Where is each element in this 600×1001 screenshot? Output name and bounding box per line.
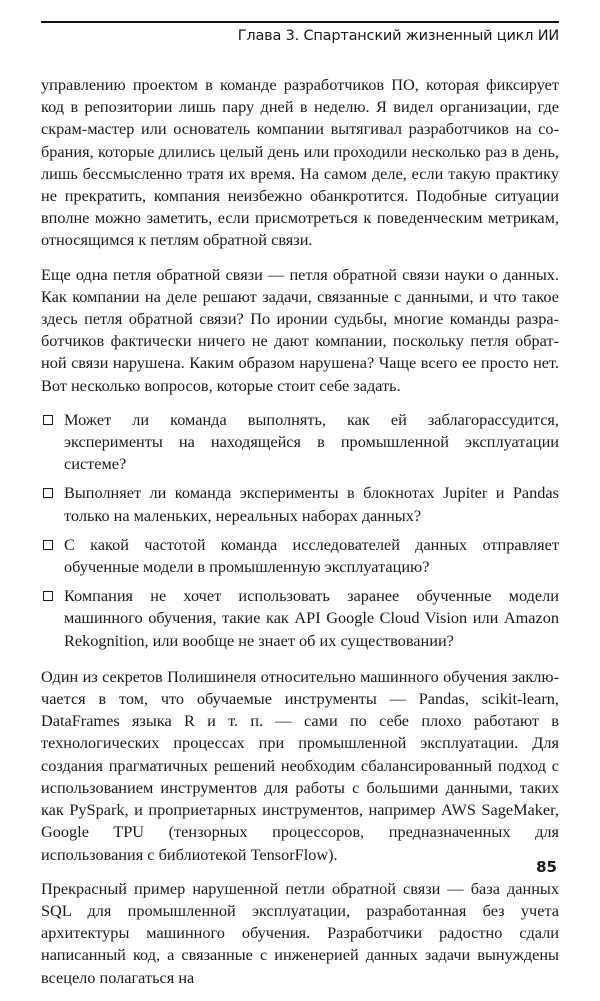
paragraph-4: Прекрасный пример нарушенной петли обратной связи — база данных SQL для промышленной эксплуатации, разработанная без учета архитектуры машинного обучения. Разработчики радостно сдали написанный код, а связанные с инженерией данных задачи вынуждены всецело полагаться на (41, 878, 559, 987)
checkbox-bullet-icon (43, 540, 53, 550)
list-item-text: Компания не хочет использовать заранее обученные модели машинного обучения, такие как API Google Cloud Vision или Amazon Rekognition, или вообще не знает об их существовании? (64, 586, 559, 650)
checkbox-bullet-icon (43, 488, 53, 498)
list-item (41, 482, 559, 526)
header-rule (41, 21, 559, 23)
paragraph-2: Еще одна петля обратной связи — петля обратной связи науки о данных. Как компании на деле решают задачи, связанные с данными, и что такое здесь петля обратной связи? По иронии судьбы, многие команды разработчиков фактически ничего не дают компании, поскольку петля обратной связи нарушена. Каким образом нарушена? Чаще всего ее просто нет. Вот несколько вопросов, которые стоит себе задать. (41, 264, 559, 395)
paragraph-3: Один из секретов Полишинеля относительно машинного обучения заключается в том, что обучаемые инструменты — Pandas, scikit-learn, DataFrames языка R и т. п. — сами по себе плохо работают в технологических процессах при промышленной эксплуатации. Для создания прагматичных решений необходим сбалансированный подход с использованием инструментов для работы с большими данными, таких как PySpark, и проприетарных инструментов, например AWS SageMaker, Google TPU (тензорных процессоров, предназначенных для использования с библиотекой TensorFlow). (41, 666, 559, 864)
page-body (41, 74, 559, 1001)
paragraph-1: управлению проектом в команде разработчиков ПО, которая фиксирует код в репозитории лишь пару дней в неделю. Я видел организации, где скрам-мастер или основатель компании вытягивал разработчиков на собрания, которые длились целый день или проходили несколько раз в день, лишь бессмысленно тратя их время. На самом деле, если такую практику не прекратить, компания неизбежно обанкротится. Подобные ситуации вполне можно заметить, если присмотреться к поведенческим метрикам, относящимся к петлям обратной связи. (41, 75, 559, 250)
list-item (41, 534, 559, 578)
list-item-text: Выполняет ли команда эксперименты в блокнотах Jupiter и Pandas только на маленьких, нереальных наборах данных? (64, 483, 559, 525)
list-item-text: С какой частотой команда исследователей данных отправляет обученные модели в промышленную эксплуатацию? (64, 534, 559, 577)
list-item-text: Может ли команда выполнять, как ей заблагорассудится, эксперименты на находящейся в промышленной эксплуатации системе? (64, 409, 559, 474)
question-list (41, 409, 559, 652)
checkbox-bullet-icon (43, 415, 53, 425)
list-item (41, 409, 559, 476)
list-item (41, 585, 559, 652)
page-number: 85 (536, 858, 557, 876)
checkbox-bullet-icon (43, 591, 53, 601)
running-head: Глава 3. Спартанский жизненный цикл ИИ (237, 28, 559, 44)
